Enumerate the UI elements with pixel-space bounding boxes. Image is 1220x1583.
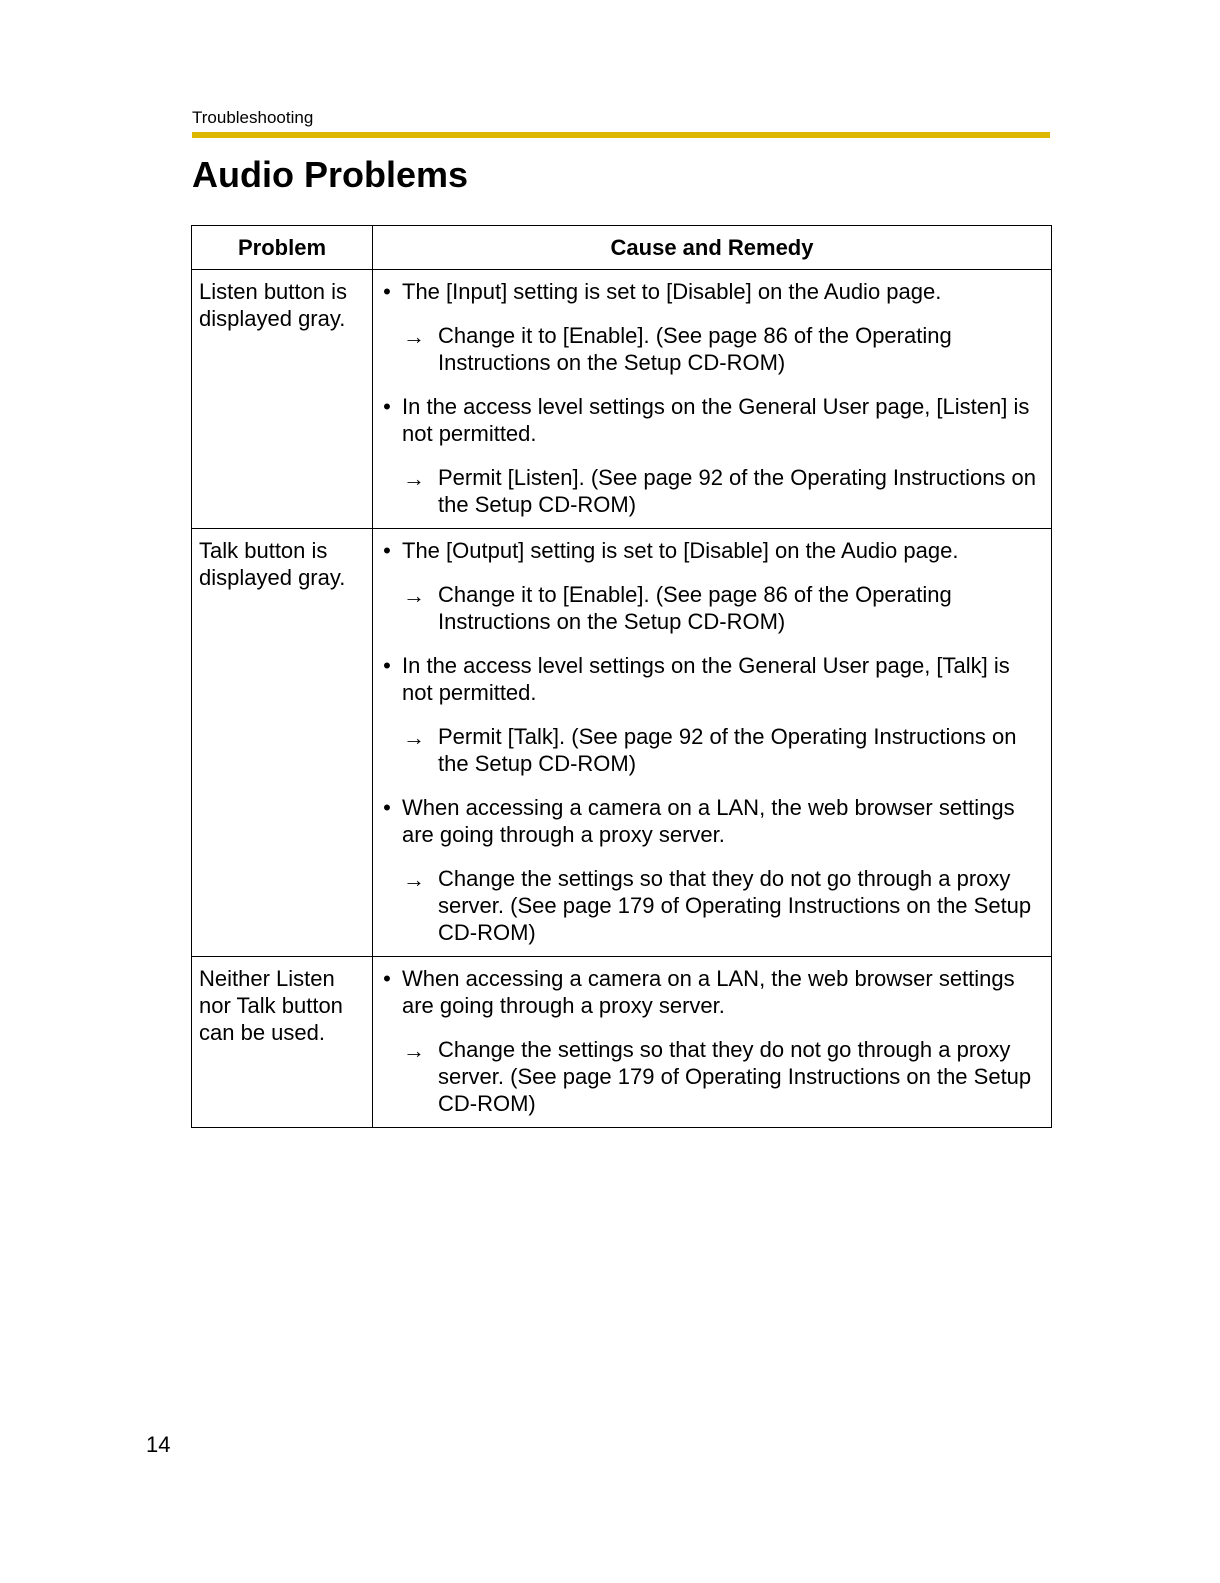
troubleshooting-table <box>191 225 1052 1128</box>
remedy-text: Change the settings so that they do not go through a proxy server. (See page 179 of Operating Instructions on the Setup CD-ROM) <box>438 1037 1032 1116</box>
remedy-text: Permit [Listen]. (See page 92 of the Operating Instructions on the Setup CD-ROM) <box>438 465 1037 517</box>
table-row <box>192 270 1052 529</box>
remedy-text: Permit [Talk]. (See page 92 of the Operating Instructions on the Setup CD-ROM) <box>438 724 1017 776</box>
cause-text: When accessing a camera on a LAN, the web browser settings are going through a proxy server. <box>402 966 1015 1018</box>
cause-item <box>379 965 1043 1019</box>
cause-item <box>379 794 1043 848</box>
remedy-item <box>379 322 1043 376</box>
cause-remedy-cell <box>373 270 1052 529</box>
bullet-icon: • <box>383 795 391 820</box>
arrow-icon: → <box>403 466 425 491</box>
arrow-icon: → <box>403 324 425 349</box>
bullet-icon: • <box>383 279 391 304</box>
cause-item <box>379 393 1043 447</box>
arrow-icon: → <box>403 1038 425 1063</box>
problem-cell: Neither Listen nor Talk button can be used. <box>192 957 373 1128</box>
remedy-text: Change it to [Enable]. (See page 86 of the Operating Instructions on the Setup CD-ROM) <box>438 582 952 634</box>
cause-text: When accessing a camera on a LAN, the web browser settings are going through a proxy server. <box>402 795 1015 847</box>
problem-cell: Talk button is displayed gray. <box>192 529 373 957</box>
section-label: Troubleshooting <box>192 108 314 127</box>
cause-item <box>379 537 1043 564</box>
cause-remedy-cell <box>373 957 1052 1128</box>
bullet-icon: • <box>383 966 391 991</box>
page-number: 14 <box>146 1432 171 1457</box>
page-title: Audio Problems <box>192 154 469 195</box>
remedy-item <box>379 581 1043 635</box>
remedy-item <box>379 723 1043 777</box>
remedy-item <box>379 464 1043 518</box>
cause-item <box>379 652 1043 706</box>
bullet-icon: • <box>383 538 391 563</box>
remedy-item <box>379 865 1043 946</box>
table-row <box>192 529 1052 957</box>
bullet-icon: • <box>383 394 391 419</box>
cause-text: The [Output] setting is set to [Disable] on the Audio page. <box>402 538 959 563</box>
remedy-text: Change it to [Enable]. (See page 86 of the Operating Instructions on the Setup CD-ROM) <box>438 323 952 375</box>
column-header-problem: Problem <box>192 226 373 270</box>
column-header-cause-remedy: Cause and Remedy <box>373 226 1052 270</box>
cause-text: The [Input] setting is set to [Disable] on the Audio page. <box>402 279 942 304</box>
remedy-text: Change the settings so that they do not go through a proxy server. (See page 179 of Operating Instructions on the Setup CD-ROM) <box>438 866 1032 945</box>
bullet-icon: • <box>383 653 391 678</box>
table-header-row <box>192 226 1052 270</box>
table-row <box>192 957 1052 1128</box>
cause-text: In the access level settings on the General User page, [Talk] is not permitted. <box>402 653 1010 705</box>
arrow-icon: → <box>403 867 425 892</box>
cause-remedy-cell <box>373 529 1052 957</box>
arrow-icon: → <box>403 583 425 608</box>
cause-text: In the access level settings on the General User page, [Listen] is not permitted. <box>402 394 1030 446</box>
remedy-item <box>379 1036 1043 1117</box>
arrow-icon: → <box>403 725 425 750</box>
problem-cell: Listen button is displayed gray. <box>192 270 373 529</box>
header-rule <box>192 132 1050 138</box>
cause-item <box>379 278 1043 305</box>
